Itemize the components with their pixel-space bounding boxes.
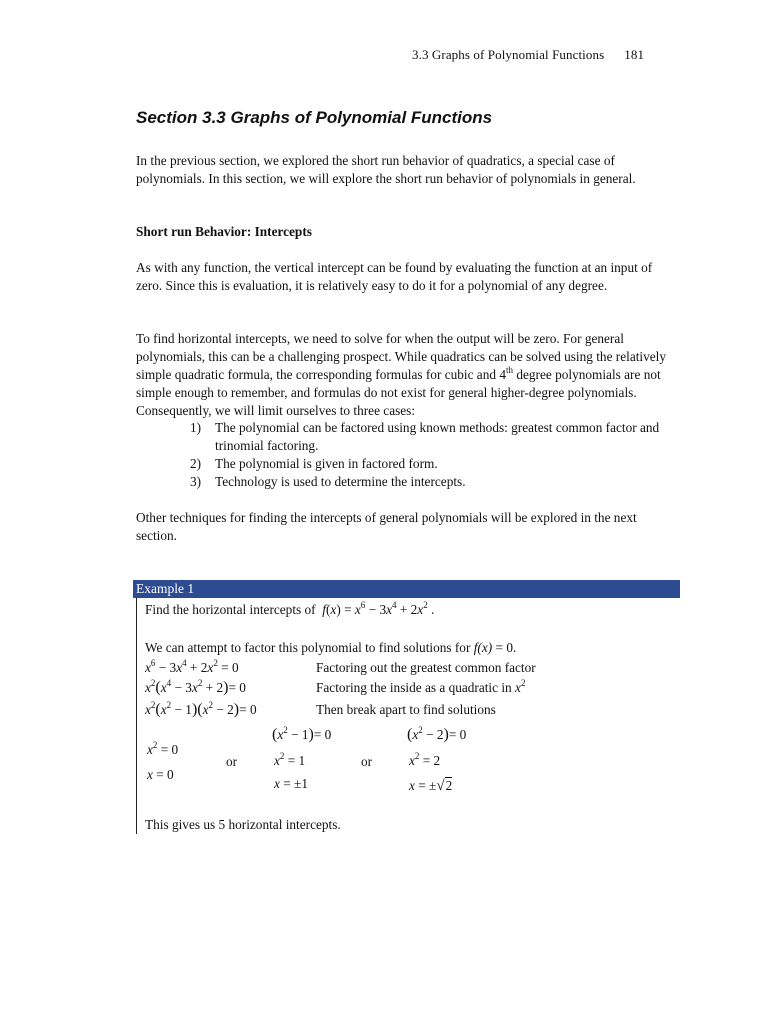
- step-note-2-text: Factoring the inside as a quadratic in: [316, 680, 512, 695]
- example-conclusion: This gives us 5 horizontal intercepts.: [145, 817, 341, 832]
- example-attempt: We can attempt to factor this polynomial to find solutions for f(x) = 0.: [145, 640, 517, 655]
- list-text: The polynomial can be factored using known methods: greatest common factor and trinomial factoring.: [215, 420, 660, 453]
- list-item: [190, 419, 670, 455]
- list-item: [190, 473, 670, 491]
- horizontal-text-part2: degree polynomials are not simple enough to remember, and formulas do not exist for general higher-degree polynomials. Consequently, we will limit ourselves to three cases:: [136, 367, 661, 418]
- list-number: 1): [190, 420, 202, 435]
- factor-equation-b: $(x^2 - 2)= 0$: [407, 725, 467, 743]
- step-equation-1: $x^6 - 3x^4 + 2x^2 = 0$: [145, 658, 239, 675]
- page-number: 181: [624, 47, 645, 62]
- solution-x2-zero: $x^2 = 0$: [147, 740, 179, 757]
- solution-x2-two-rhs: = 2: [422, 753, 441, 768]
- or-separator: or: [361, 754, 373, 769]
- attempt-text: We can attempt to factor this polynomial to find solutions for: [145, 640, 471, 655]
- section-title: Section 3.3 Graphs of Polynomial Functions: [136, 108, 493, 127]
- other-techniques-text: Other techniques for finding the intercepts of general polynomials will be explored in the next section.: [136, 510, 637, 543]
- sqrt-radicand: 2: [445, 778, 453, 793]
- running-header: [412, 47, 644, 63]
- intro-paragraph: [136, 152, 681, 188]
- or-separator: or: [226, 754, 238, 769]
- solution-x-pm-one-rhs: = ±1: [283, 776, 309, 791]
- factor-equation-a: $(x^2 - 1)= 0$: [272, 725, 332, 743]
- example-prompt: [145, 601, 434, 619]
- list-item: [190, 455, 670, 473]
- solution-x-pm-one: x = ±1: [274, 776, 309, 791]
- step-note-3: Then break apart to find solutions: [316, 702, 496, 717]
- solution-x2-zero-rhs: = 0: [160, 742, 179, 757]
- step-note-2: Factoring the inside as a quadratic in $x^2$: [316, 678, 526, 695]
- factor-b-zero: = 0: [448, 727, 467, 742]
- other-techniques-paragraph: [136, 509, 681, 545]
- horizontal-intercept-paragraph: [136, 330, 681, 420]
- list-number: 3): [190, 474, 202, 489]
- attempt-equals: = 0.: [495, 640, 517, 655]
- subheading: Short run Behavior: Intercepts: [136, 224, 312, 239]
- solution-x-pm-sqrt-two-rhs: = ±: [418, 778, 437, 793]
- cases-list: [190, 419, 670, 491]
- solution-x-zero: x = 0: [147, 767, 174, 782]
- function-expression: $f(x) = x^6 - 3x^4 + 2x^2$ .: [322, 600, 435, 617]
- example-header-bar: [133, 580, 680, 598]
- step-equation-2: $x^2(x^4 - 3x^2 + 2)= 0$: [145, 678, 246, 696]
- horizontal-text-part1: To find horizontal intercepts, we need to solve for when the output will be zero. For general polynomials, this can be a challenging prospect. While quadratics can be solved using the relatively simple quadratic formula, the corresponding formulas for cubic and 4: [136, 331, 666, 382]
- solution-x-zero-rhs: = 0: [156, 767, 174, 782]
- list-number: 2): [190, 456, 202, 471]
- solution-x2-two: $x^2 = 2$: [409, 751, 441, 768]
- intro-text: In the previous section, we explored the short run behavior of quadratics, a special case of polynomials. In this section, we will explore the short run behavior of polynomials in general.: [136, 153, 636, 186]
- factor-a-zero: = 0: [313, 727, 332, 742]
- list-text: The polynomial is given in factored form.: [215, 456, 438, 471]
- ordinal-superscript: th: [505, 365, 513, 375]
- solution-x2-one: $x^2 = 1$: [274, 751, 306, 768]
- vertical-intercept-paragraph: [136, 259, 681, 295]
- sqrt-sign: √: [436, 778, 445, 794]
- list-text: Technology is used to determine the intercepts.: [215, 474, 466, 489]
- example-left-rule: [136, 598, 137, 834]
- solution-x2-one-rhs: = 1: [287, 753, 306, 768]
- step-equation-3: $x^2(x^2 - 1)(x^2 - 2)= 0$: [145, 700, 257, 718]
- step-note-1: Factoring out the greatest common factor: [316, 660, 536, 675]
- prompt-text: Find the horizontal intercepts of: [145, 602, 316, 617]
- example-label: Example 1: [136, 581, 195, 596]
- header-section: 3.3 Graphs of Polynomial Functions: [412, 47, 605, 62]
- vertical-intercept-text: As with any function, the vertical intercept can be found by evaluating the function at an input of zero. Since this is evaluation, it is relatively easy to do it for a polynomial of any degree.: [136, 260, 653, 293]
- solution-x-pm-sqrt-two: x = ±√2: [409, 778, 453, 794]
